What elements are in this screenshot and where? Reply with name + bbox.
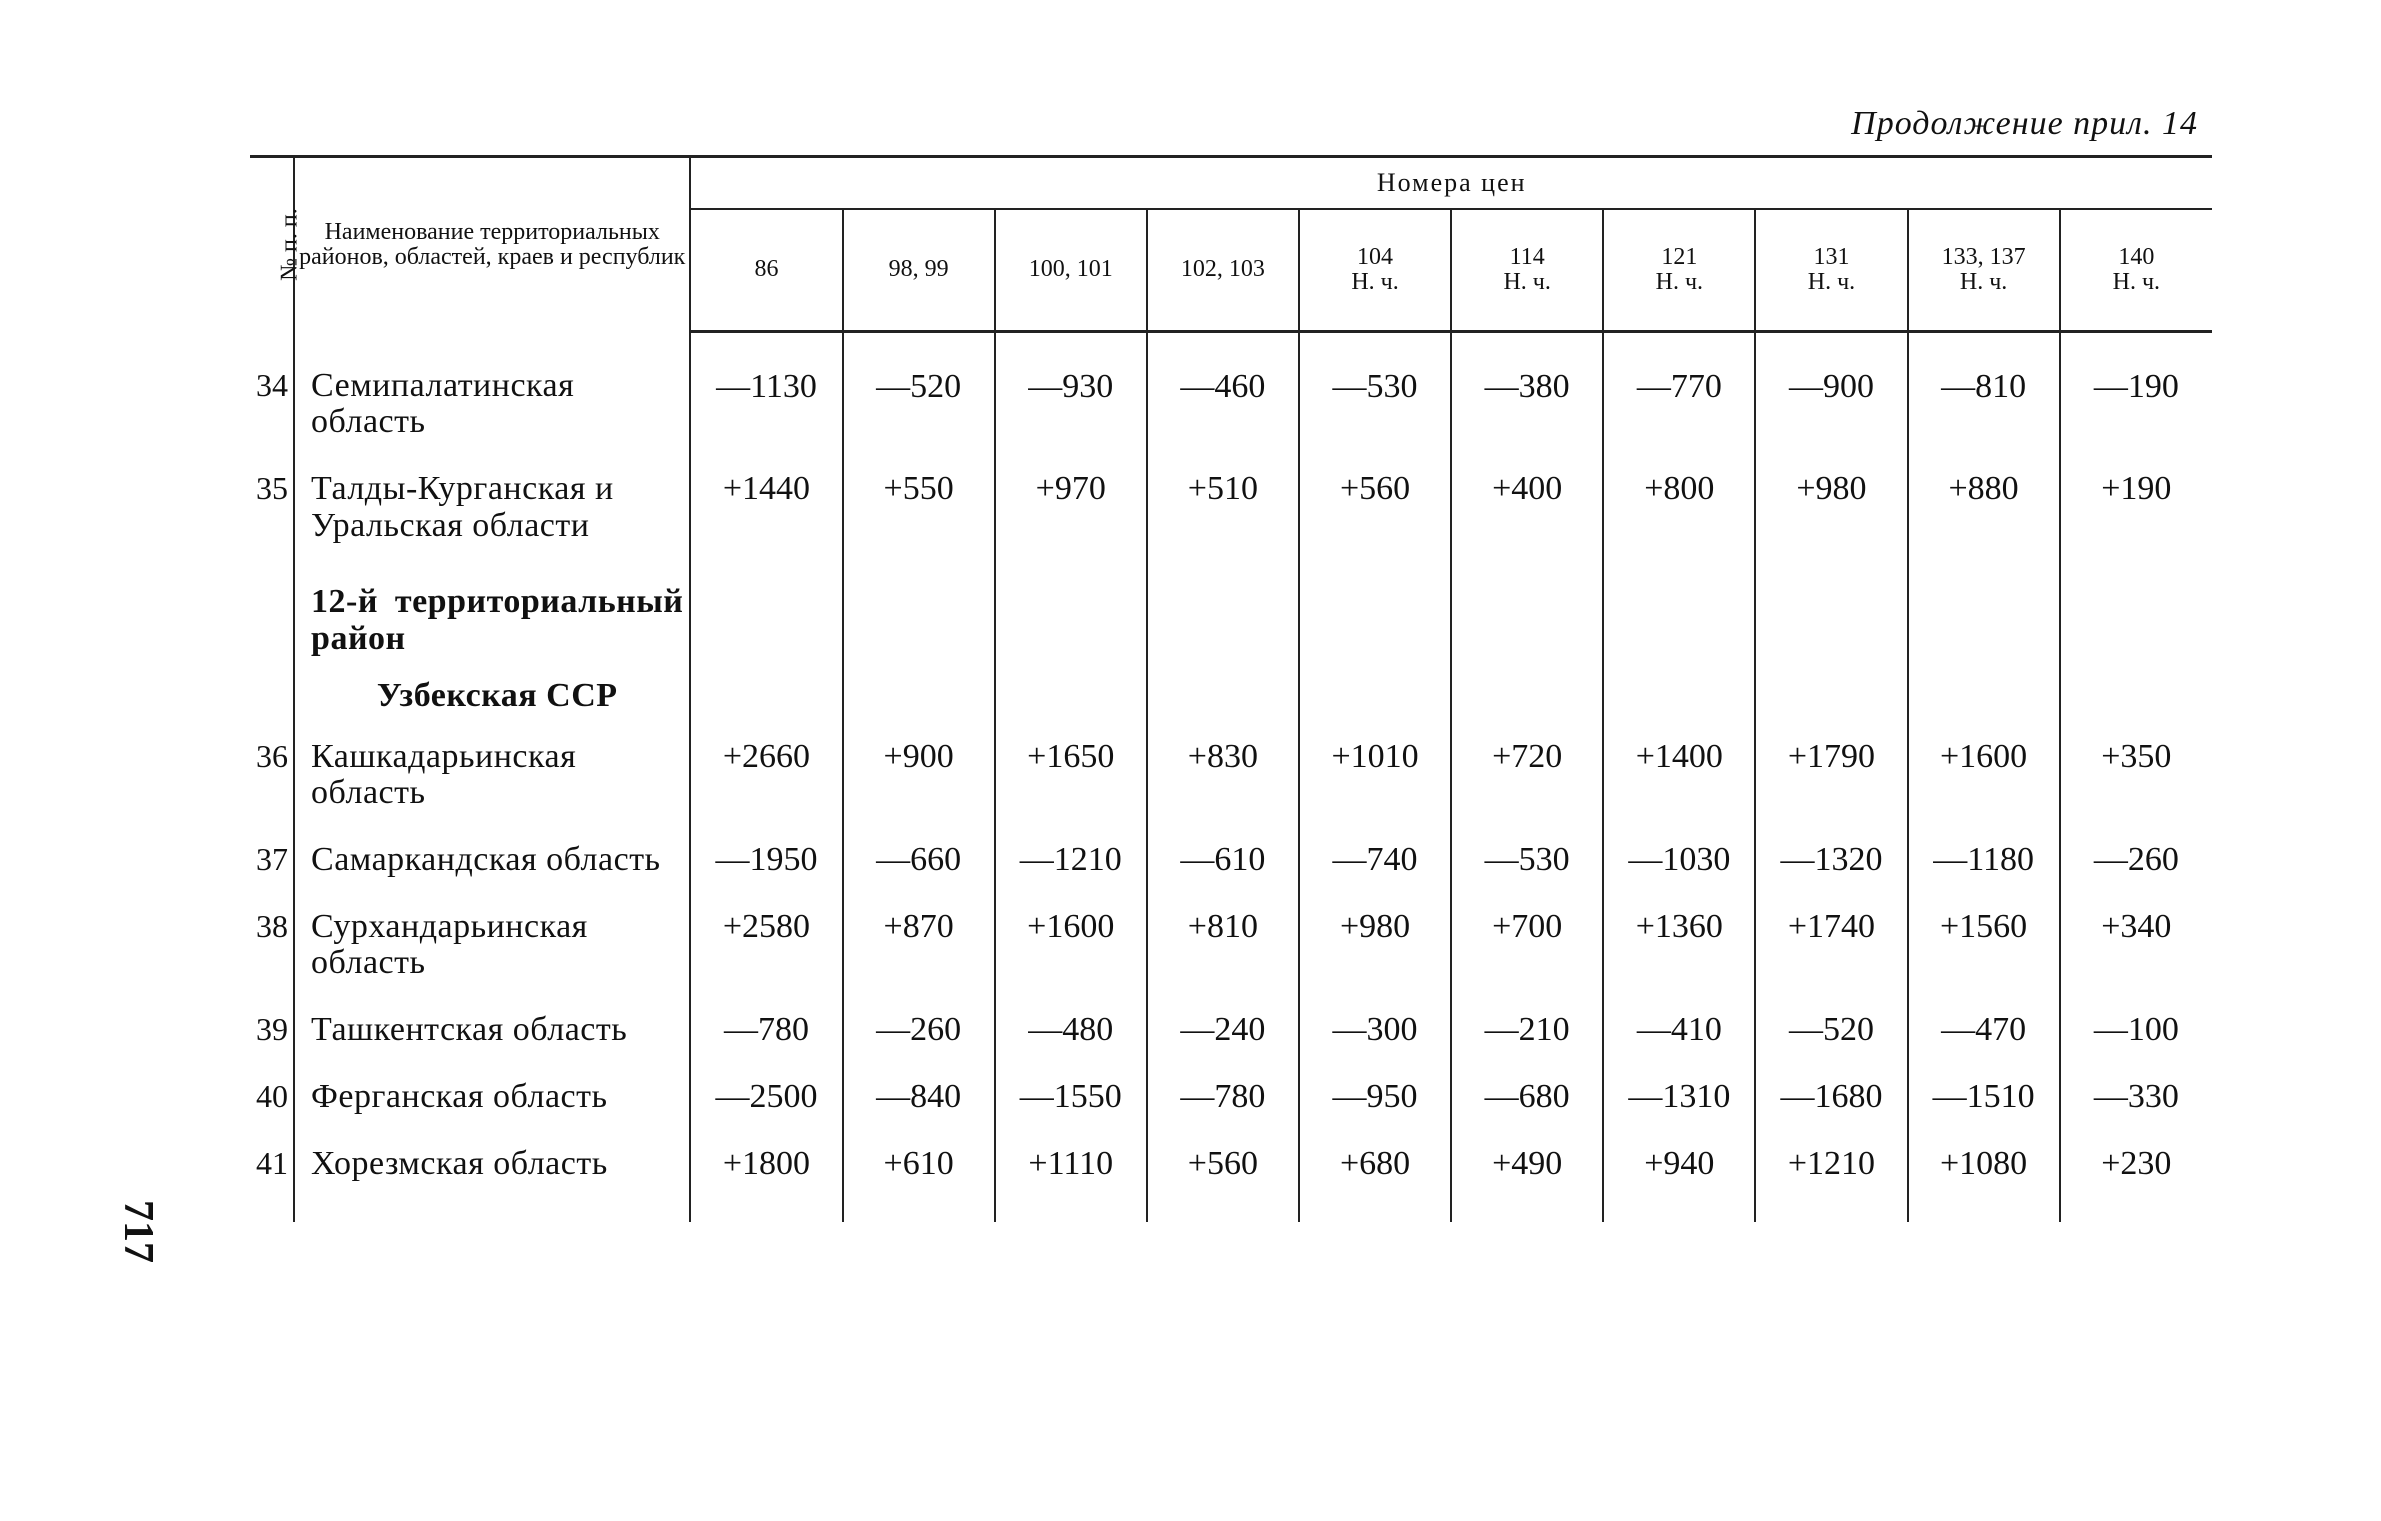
header-price-unit: Н. ч. [1959, 269, 2008, 295]
price-delta-empty [843, 664, 995, 715]
header-price-col [1451, 209, 1603, 332]
table-body [250, 332, 2212, 1223]
region-name: Хорезмская область [294, 1122, 690, 1223]
row-number: 34 [256, 366, 288, 403]
price-delta: +230 [2060, 1122, 2212, 1223]
price-delta: +1600 [995, 885, 1147, 988]
price-delta-empty [1908, 550, 2060, 663]
price-delta: +1790 [1755, 715, 1907, 818]
region-name: Ташкентская область [294, 988, 690, 1055]
price-delta: —950 [1299, 1055, 1451, 1122]
section-district-heading: 12-й территориальный район [294, 550, 690, 663]
header-price-number: 121 [1661, 243, 1698, 270]
table-header [250, 157, 2212, 332]
price-delta: —2500 [690, 1055, 842, 1122]
price-delta: +1010 [1299, 715, 1451, 818]
price-delta: —840 [843, 1055, 995, 1122]
table-row [250, 332, 2212, 447]
price-delta: +680 [1299, 1122, 1451, 1223]
price-delta: +560 [1147, 1122, 1299, 1223]
price-delta: +350 [2060, 715, 2212, 818]
price-delta: +810 [1147, 885, 1299, 988]
row-number: 36 [256, 737, 288, 774]
table-row [250, 885, 2212, 988]
table-row [250, 1122, 2212, 1223]
price-delta: —330 [2060, 1055, 2212, 1122]
price-delta: —610 [1147, 818, 1299, 885]
price-delta: +1560 [1908, 885, 2060, 988]
header-num-label: № п. п. [276, 208, 303, 282]
price-delta: —1680 [1755, 1055, 1907, 1122]
header-price-number: 98, 99 [888, 256, 949, 283]
header-price-col [2060, 209, 2212, 332]
header-num-cell [250, 157, 303, 332]
price-delta: —100 [2060, 988, 2212, 1055]
price-delta: —1210 [995, 818, 1147, 885]
table-row [250, 988, 2212, 1055]
price-delta-empty [1299, 664, 1451, 715]
price-delta: —480 [995, 988, 1147, 1055]
page-number: 717 [115, 1200, 161, 1263]
row-number: 38 [256, 907, 288, 944]
header-price-unit: Н. ч. [1351, 269, 1399, 295]
row-number: 41 [256, 1144, 288, 1181]
price-delta: —680 [1451, 1055, 1603, 1122]
price-delta: —900 [1755, 332, 1907, 447]
row-number: 37 [256, 840, 288, 877]
price-delta: —190 [2060, 332, 2212, 447]
region-name: Кашкадарьинская область [294, 715, 690, 818]
price-delta: +880 [1908, 447, 2060, 550]
header-price-unit: Н. ч. [2112, 269, 2161, 295]
price-delta: —1180 [1908, 818, 2060, 885]
header-price-col [995, 209, 1147, 332]
price-delta: +1800 [690, 1122, 842, 1223]
price-delta: +980 [1755, 447, 1907, 550]
section-row [250, 550, 2212, 663]
price-delta: —1030 [1603, 818, 1755, 885]
price-delta: +190 [2060, 447, 2212, 550]
price-delta: +2580 [690, 885, 842, 988]
price-delta: +980 [1299, 885, 1451, 988]
region-name: Ферганская область [294, 1055, 690, 1122]
row-number-empty [250, 550, 294, 663]
header-price-number: 140 [2118, 243, 2155, 270]
header-price-unit: Н. ч. [1503, 269, 1551, 295]
header-price-number: 102, 103 [1180, 256, 1265, 283]
section-row [250, 664, 2212, 715]
price-delta: —660 [843, 818, 995, 885]
price-delta: —1510 [1908, 1055, 2060, 1122]
price-delta: —210 [1451, 988, 1603, 1055]
price-delta: +1210 [1755, 1122, 1907, 1223]
region-name: Талды-Курганская и Уральская области [294, 447, 690, 550]
price-delta: —770 [1603, 332, 1755, 447]
price-delta: —380 [1451, 332, 1603, 447]
header-price-number: 114 [1509, 243, 1545, 270]
price-delta: +610 [843, 1122, 995, 1223]
row-number: 40 [256, 1077, 288, 1114]
price-delta: —740 [1299, 818, 1451, 885]
price-delta-empty [690, 664, 842, 715]
header-price-col [690, 209, 842, 332]
header-price-col [1603, 209, 1755, 332]
price-delta: +1110 [995, 1122, 1147, 1223]
continuation-caption: Продолжение прил. 14 [1851, 105, 2198, 142]
price-delta: —260 [843, 988, 995, 1055]
header-price-number: 133, 137 [1941, 243, 2026, 270]
price-delta-empty [1299, 550, 1451, 663]
price-delta: —530 [1451, 818, 1603, 885]
price-delta: +800 [1603, 447, 1755, 550]
price-delta: —1130 [690, 332, 842, 447]
header-price-unit: Н. ч. [1655, 269, 1704, 295]
price-delta: —810 [1908, 332, 2060, 447]
price-delta: —410 [1603, 988, 1755, 1055]
price-delta: +1400 [1603, 715, 1755, 818]
price-delta-empty [690, 550, 842, 663]
price-delta-empty [1755, 550, 1907, 663]
price-delta-empty [1603, 550, 1755, 663]
price-delta: +560 [1299, 447, 1451, 550]
price-delta-empty [1603, 664, 1755, 715]
price-delta-empty [1908, 664, 2060, 715]
header-price-number: 86 [754, 256, 779, 283]
header-price-unit: Н. ч. [1807, 269, 1856, 295]
price-delta: —780 [1147, 1055, 1299, 1122]
price-delta: +340 [2060, 885, 2212, 988]
region-name: Самаркандская область [294, 818, 690, 885]
price-delta: —240 [1147, 988, 1299, 1055]
price-delta: —300 [1299, 988, 1451, 1055]
price-delta: +1650 [995, 715, 1147, 818]
header-price-number: 104 [1357, 243, 1394, 270]
price-delta: —460 [1147, 332, 1299, 447]
price-delta-empty [2060, 664, 2212, 715]
price-delta-empty [995, 664, 1147, 715]
price-delta: +510 [1147, 447, 1299, 550]
price-delta: +830 [1147, 715, 1299, 818]
table-row [250, 1055, 2212, 1122]
header-name-cell [294, 157, 690, 332]
price-delta: +870 [843, 885, 995, 988]
header-price-col [1755, 209, 1907, 332]
price-delta: —780 [690, 988, 842, 1055]
region-name: Сурхандарьинская область [294, 885, 690, 988]
price-adjustment-table-container [250, 155, 2212, 1222]
price-delta: +970 [995, 447, 1147, 550]
price-delta: —470 [1908, 988, 2060, 1055]
price-delta: +1740 [1755, 885, 1907, 988]
price-delta: +550 [843, 447, 995, 550]
price-delta: —930 [995, 332, 1147, 447]
price-delta: —1310 [1603, 1055, 1755, 1122]
region-name: Семипалатинская область [294, 332, 690, 447]
price-delta: +940 [1603, 1122, 1755, 1223]
price-delta-empty [1451, 550, 1603, 663]
header-price-col [1299, 209, 1451, 332]
price-adjustment-table [250, 155, 2212, 1222]
header-price-number: 131 [1813, 243, 1850, 270]
price-delta: —530 [1299, 332, 1451, 447]
table-row [250, 447, 2212, 550]
price-delta: +900 [843, 715, 995, 818]
header-name-label: Наименование территориальных районов, областей, краев и республик [299, 218, 686, 270]
price-delta: +1440 [690, 447, 842, 550]
price-delta-empty [1147, 664, 1299, 715]
price-delta: —260 [2060, 818, 2212, 885]
header-price-group: Номера цен [690, 157, 2212, 210]
price-delta: —1950 [690, 818, 842, 885]
price-delta: —520 [843, 332, 995, 447]
price-delta: —520 [1755, 988, 1907, 1055]
row-number-empty [250, 664, 294, 715]
row-number: 39 [256, 1011, 288, 1048]
header-price-col [1147, 209, 1299, 332]
header-price-col [1908, 209, 2060, 332]
header-price-number: 100, 101 [1028, 256, 1113, 283]
price-delta-empty [843, 550, 995, 663]
price-delta: +1600 [1908, 715, 2060, 818]
section-republic-heading: Узбекская ССР [294, 664, 690, 715]
table-row [250, 818, 2212, 885]
price-delta-empty [995, 550, 1147, 663]
price-delta: +1360 [1603, 885, 1755, 988]
price-delta: —1550 [995, 1055, 1147, 1122]
header-price-col [843, 209, 995, 332]
table-row [250, 715, 2212, 818]
price-delta-empty [1755, 664, 1907, 715]
price-delta-empty [1451, 664, 1603, 715]
price-delta: +2660 [690, 715, 842, 818]
price-delta: —1320 [1755, 818, 1907, 885]
price-delta: +720 [1451, 715, 1603, 818]
price-delta-empty [2060, 550, 2212, 663]
row-number: 35 [256, 469, 288, 506]
price-delta: +400 [1451, 447, 1603, 550]
price-delta: +490 [1451, 1122, 1603, 1223]
price-delta: +1080 [1908, 1122, 2060, 1223]
price-delta-empty [1147, 550, 1299, 663]
price-delta: +700 [1451, 885, 1603, 988]
